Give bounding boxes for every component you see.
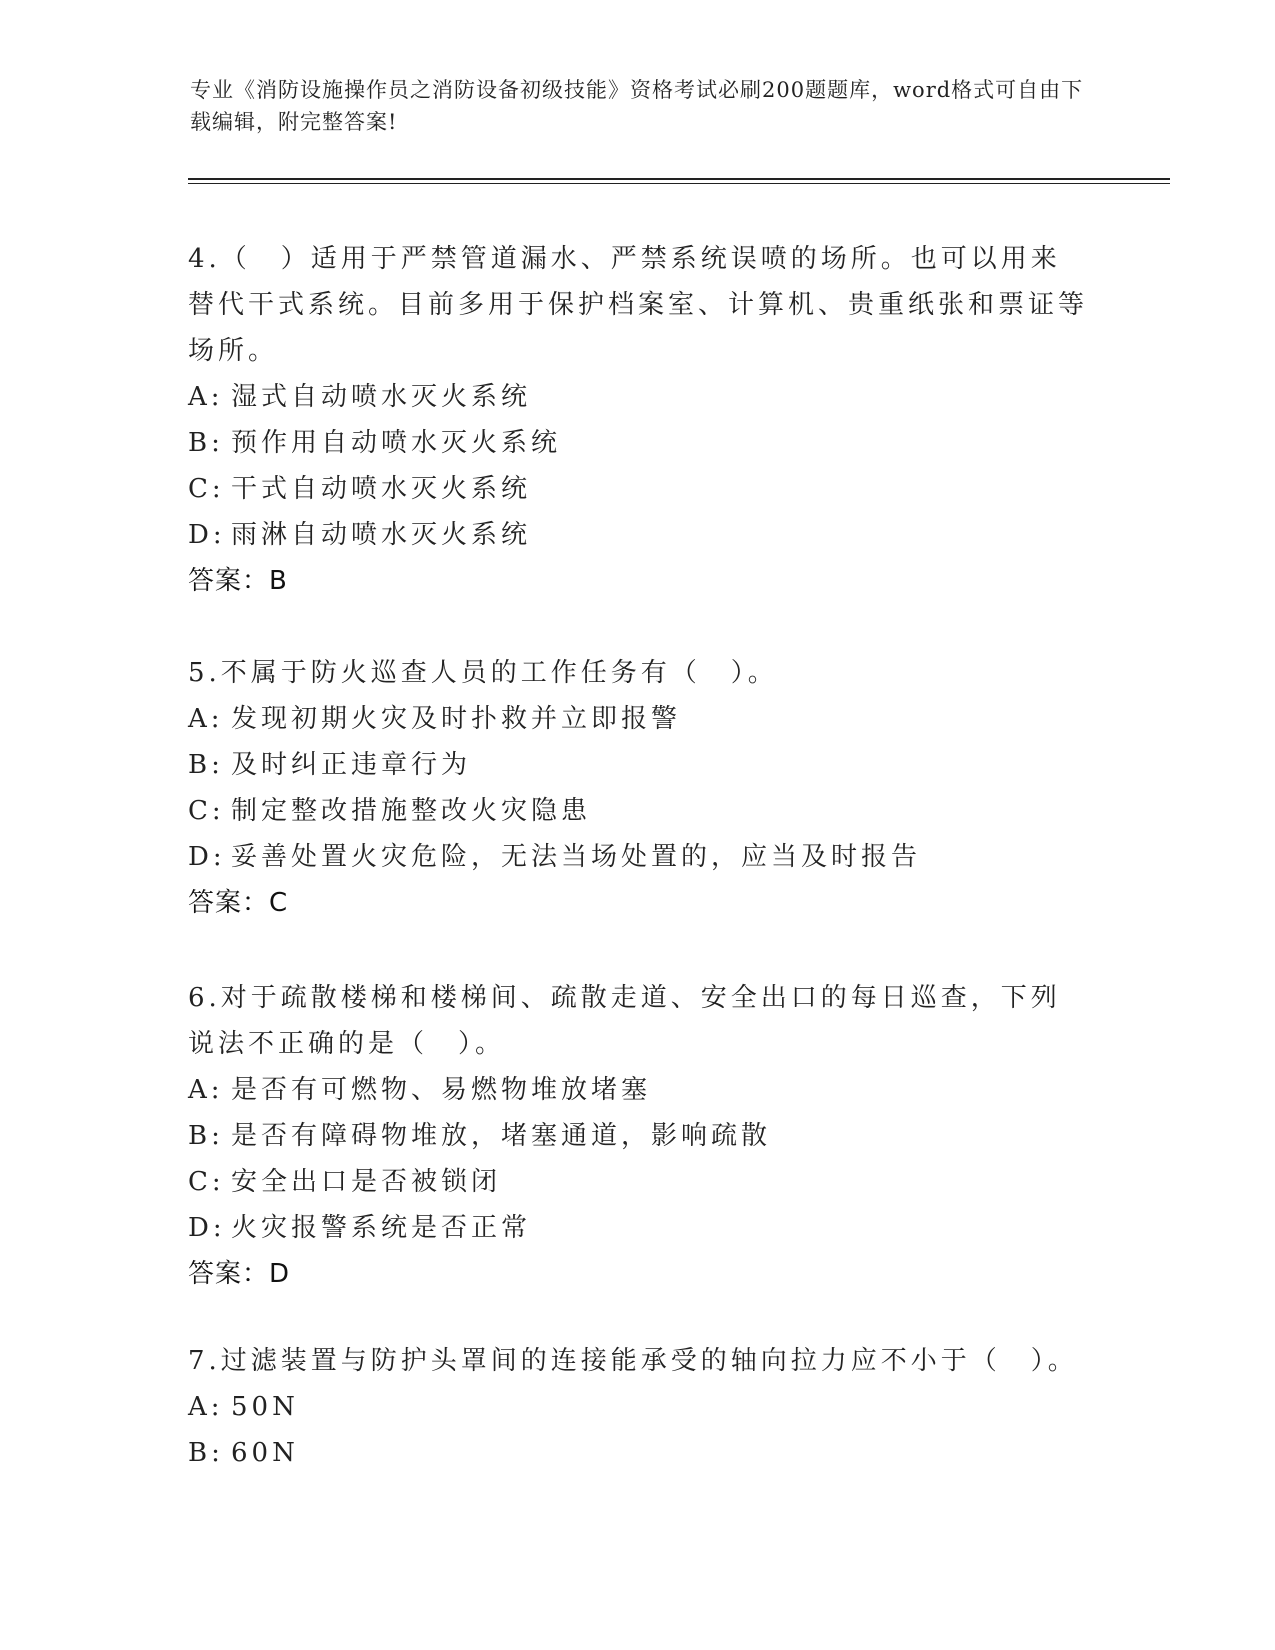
header-divider-thick: [188, 178, 1170, 180]
option-c: [188, 788, 1088, 834]
header-divider-thin: [188, 183, 1170, 184]
option-letter: A:: [188, 382, 224, 412]
option-letter: D:: [188, 842, 226, 872]
option-text: 湿式自动喷水灭火系统: [231, 382, 532, 412]
question-stem: 6.对于疏散楼梯和楼梯间、疏散走道、安全出口的每日巡查，下列说法不正确的是（ ）。: [188, 983, 1061, 1059]
option-a: [188, 1384, 1088, 1430]
question-4: [188, 236, 1088, 604]
option-d: [188, 512, 1088, 558]
option-letter: B:: [188, 750, 224, 780]
question-stem: 4.（ ）适用于严禁管道漏水、严禁系统误喷的场所。也可以用来替代干式系统。目前多用于保护档案室、计算机、贵重纸张和票证等场所。: [188, 244, 1089, 366]
option-text: 及时纠正违章行为: [231, 750, 472, 780]
option-text: 制定整改措施整改火灾隐患: [231, 796, 592, 826]
option-b: [188, 1430, 1088, 1476]
option-b: [188, 1113, 1088, 1159]
option-letter: B:: [188, 1438, 224, 1468]
option-text: 干式自动喷水灭火系统: [231, 474, 532, 504]
option-letter: A:: [188, 704, 224, 734]
option-d: [188, 834, 1088, 880]
option-text: 是否有可燃物、易燃物堆放堵塞: [231, 1075, 652, 1105]
option-text: 火灾报警系统是否正常: [231, 1213, 532, 1243]
question-stem: 5.不属于防火巡查人员的工作任务有（ ）。: [188, 658, 778, 688]
answer-line: 答案：C: [188, 888, 289, 918]
option-d: [188, 1205, 1088, 1251]
option-letter: B:: [188, 428, 224, 458]
option-letter: C:: [188, 474, 225, 504]
option-b: [188, 420, 1088, 466]
option-c: [188, 466, 1088, 512]
option-text: 妥善处置火灾危险，无法当场处置的，应当及时报告: [231, 842, 922, 872]
option-text: 60N: [231, 1438, 299, 1468]
option-letter: A:: [188, 1392, 224, 1422]
option-text: 是否有障碍物堆放，堵塞通道，影响疏散: [231, 1121, 772, 1151]
question-6: [188, 975, 1088, 1297]
option-letter: B:: [188, 1121, 224, 1151]
option-letter: D:: [188, 1213, 226, 1243]
option-letter: D:: [188, 520, 226, 550]
option-letter: C:: [188, 1167, 225, 1197]
option-text: 预作用自动喷水灭火系统: [231, 428, 562, 458]
option-text: 雨淋自动喷水灭火系统: [231, 520, 532, 550]
option-a: [188, 1067, 1088, 1113]
question-7: [188, 1338, 1088, 1476]
option-a: [188, 374, 1088, 420]
option-text: 发现初期火灾及时扑救并立即报警: [231, 704, 682, 734]
option-a: [188, 696, 1088, 742]
question-stem: 7.过滤装置与防护头罩间的连接能承受的轴向拉力应不小于（ ）。: [188, 1346, 1078, 1376]
option-b: [188, 742, 1088, 788]
option-letter: A:: [188, 1075, 224, 1105]
option-text: 安全出口是否被锁闭: [231, 1167, 502, 1197]
question-5: [188, 650, 1088, 926]
option-c: [188, 1159, 1088, 1205]
answer-line: 答案：B: [188, 566, 288, 596]
answer-line: 答案：D: [188, 1259, 291, 1289]
option-letter: C:: [188, 796, 225, 826]
option-text: 50N: [231, 1392, 299, 1422]
document-header: 专业《消防设施操作员之消防设备初级技能》资格考试必刷200题题库，word格式可自由下载编辑，附完整答案!: [190, 78, 1084, 134]
